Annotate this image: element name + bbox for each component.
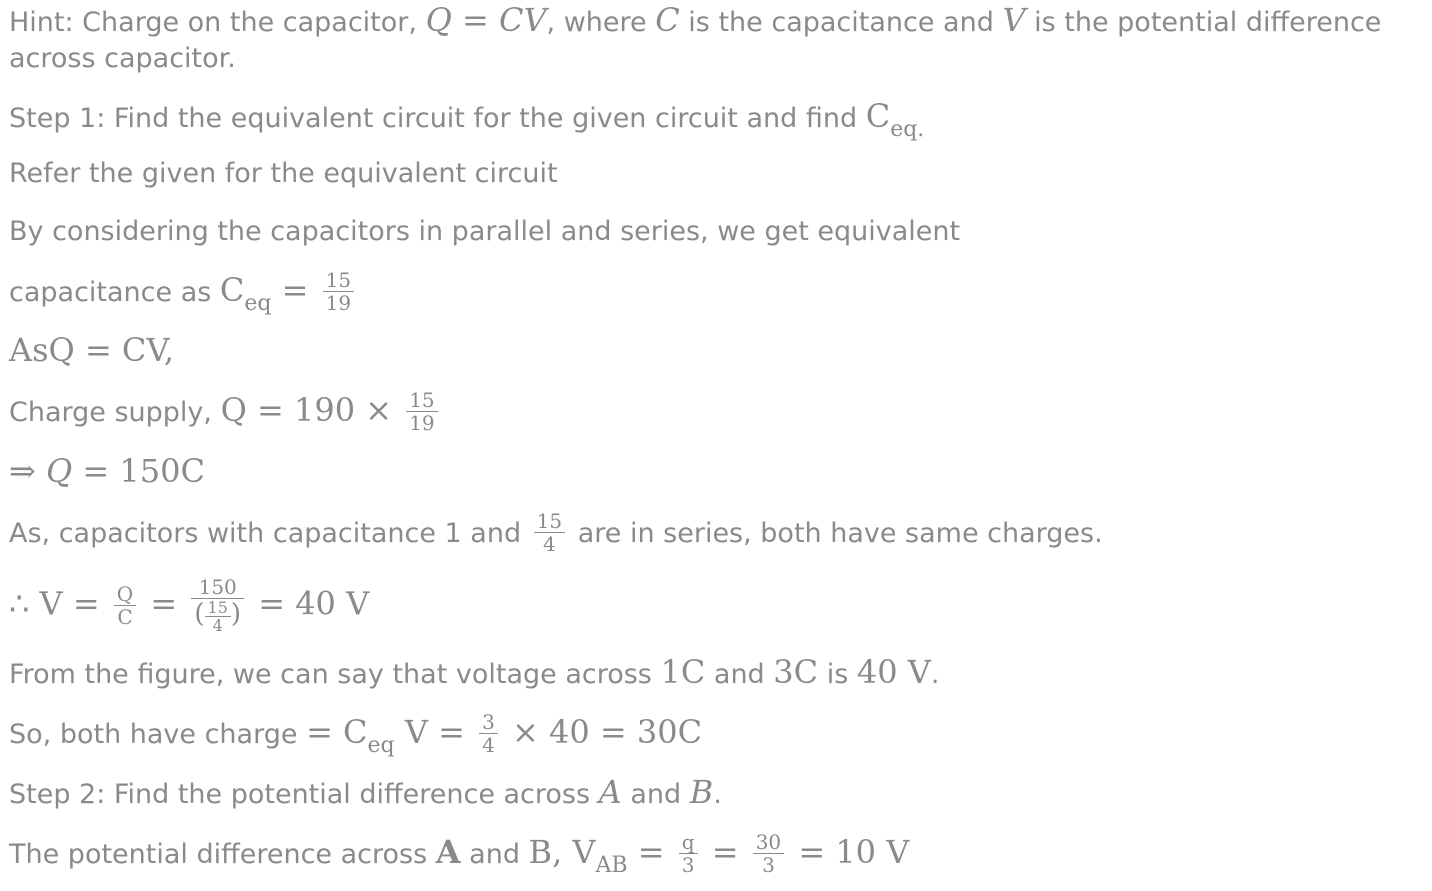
charge-result: × 40 = 30C [501, 713, 703, 751]
denominator: 19 [409, 411, 435, 435]
fraction-q-3 [679, 831, 698, 876]
series-line [9, 509, 1103, 557]
hint-text-c: is the capacitance and [679, 7, 1003, 38]
implies-arrow: ⇒ [9, 452, 46, 490]
step2-heading [9, 772, 722, 815]
equals-sign: = [627, 833, 675, 871]
step2-and: and [621, 779, 690, 810]
step2-text: Step 2: Find the potential difference across [9, 779, 599, 810]
ceq-symbol: C [219, 271, 245, 309]
therefore-line [9, 575, 370, 636]
hint-line-1 [9, 0, 1381, 43]
ceq-symbol: C [865, 97, 891, 135]
hint-text-b: , where [546, 7, 656, 38]
right-paren: ) [230, 599, 242, 629]
numerator: q [679, 831, 698, 854]
equals-c: = C [306, 713, 368, 751]
point-a: A [598, 773, 622, 811]
three-c: 3C [773, 653, 819, 691]
potential-result: = 10 V [788, 833, 910, 871]
charge-supply-line [9, 390, 442, 436]
denominator: 4 [212, 616, 223, 635]
denominator: 3 [762, 853, 775, 877]
capacitance-line [9, 270, 358, 316]
voltage-result: = 40 V [248, 584, 370, 623]
hint-text: Hint: Charge on the capacitor, [9, 7, 426, 38]
charge-supply-expr: Q = 190 × [220, 391, 403, 429]
numerator: 150 [191, 576, 244, 599]
fraction-15-4 [534, 510, 565, 555]
point-a-bold: A [435, 833, 461, 871]
step1-heading [9, 96, 924, 141]
fraction-15-19 [406, 389, 437, 434]
one-c: 1C [660, 653, 706, 691]
denominator: 19 [325, 291, 352, 315]
series-text-b: are in series, both have same charges. [569, 518, 1103, 549]
fraction-3-4 [479, 711, 498, 756]
forty-volts: 40 V [856, 653, 931, 691]
b-vab: B, V [528, 833, 596, 871]
ceq-subscript: eq [367, 733, 395, 758]
from-figure-line [9, 652, 939, 695]
numerator: Q [114, 583, 136, 606]
point-b: B [689, 773, 714, 811]
step2-period: . [713, 779, 722, 810]
potential-and: and [460, 839, 529, 870]
denominator: C [117, 604, 133, 629]
numerator: 15 [534, 510, 565, 533]
charge-supply-text: Charge supply, [9, 397, 221, 428]
potential-line [9, 832, 909, 878]
as-q-line: AsQ = CV, [9, 331, 175, 369]
hint-text-d: is the potential difference [1025, 7, 1382, 38]
fraction-q-c [114, 583, 136, 628]
fraction-150-over-15-4 [191, 576, 244, 634]
potential-text: The potential difference across [9, 839, 436, 870]
numerator: 15 [323, 269, 354, 292]
fraction-15-19 [323, 269, 354, 314]
from-fig-text-b: and [705, 659, 774, 690]
ab-subscript: AB [595, 853, 628, 878]
both-charge-text: So, both have charge [9, 719, 307, 750]
nested-denominator [191, 599, 244, 634]
charge-formula: Q = CV [425, 1, 547, 39]
from-fig-text-a: From the figure, we can say that voltage across [9, 659, 661, 690]
refer-line: Refer the given for the equivalent circuit [9, 158, 558, 189]
therefore-lead: ∴ V = [9, 584, 110, 623]
v-equals: V = [394, 713, 476, 751]
numerator: 15 [205, 599, 231, 617]
equals-sign: = [701, 833, 749, 871]
both-charge-line [9, 712, 702, 758]
equals-sign: = [140, 584, 188, 623]
capacitance-symbol: C [655, 1, 680, 39]
from-fig-text-c: is [818, 659, 857, 690]
numerator: 30 [753, 831, 784, 854]
denominator: 3 [681, 853, 695, 877]
ceq-subscript: eq [244, 291, 272, 316]
from-fig-text-d: . [930, 659, 940, 690]
hint-line-2: across capacitor. [9, 43, 236, 74]
fraction-30-3 [753, 831, 784, 876]
equals-sign: = [271, 271, 319, 309]
left-paren: ( [194, 599, 205, 629]
series-text-a: As, capacitors with capacitance 1 and [9, 518, 530, 549]
numerator: 3 [479, 711, 498, 734]
voltage-symbol: V [1002, 1, 1026, 39]
capacitance-text: capacitance as [9, 277, 220, 308]
denominator: 4 [482, 733, 495, 757]
implies-line [9, 451, 205, 494]
step1-text: Step 1: Find the equivalent circuit for the given circuit and find [9, 103, 866, 134]
denominator: 4 [543, 532, 556, 556]
numerator: 15 [406, 389, 437, 412]
considering-line: By considering the capacitors in parallel and series, we get equivalent [9, 216, 961, 247]
q-value: = 150C [72, 452, 205, 490]
q-symbol: Q [45, 452, 73, 490]
fraction-15-4 [205, 599, 231, 634]
ceq-subscript: eq. [890, 117, 925, 142]
